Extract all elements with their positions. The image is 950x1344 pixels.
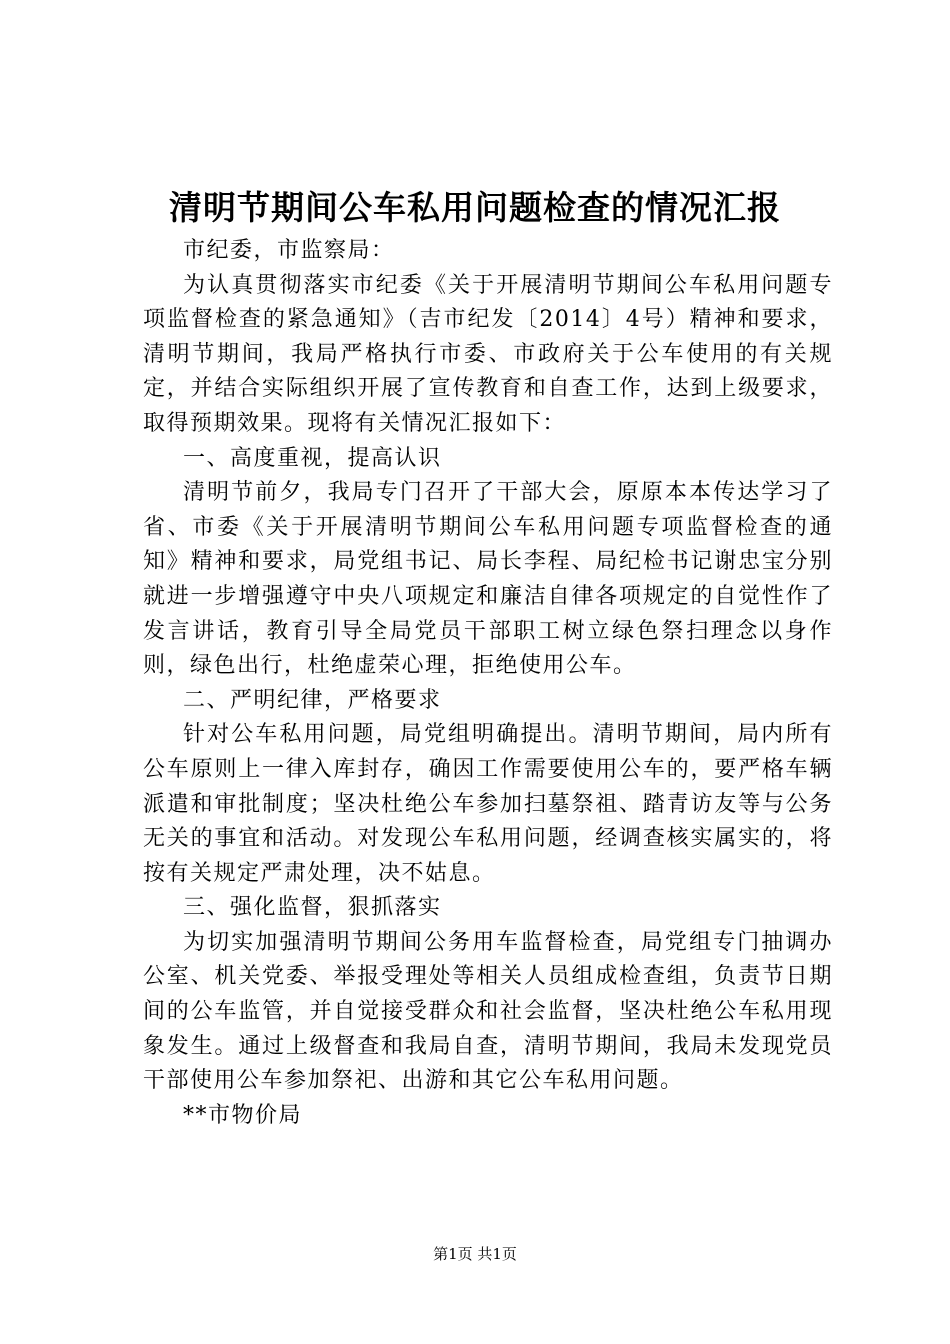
section-paragraph: 清明节前夕，我局专门召开了干部大会，原原本本传达学习了省、市委《关于开展清明节期间公车私用问题专项监督检查的通知》精神和要求，局党组书记、局长李程、局纪检书记谢忠宝分别就进一步增强遵守中央八项规定和廉洁自律各项规定的自觉性作了发言讲话，教育引导全局党员干部职工树立绿色祭扫理念以身作则，绿色出行，杜绝虚荣心理，拒绝使用公车。 <box>143 480 833 679</box>
signature: **市物价局 <box>183 1102 303 1128</box>
salutation: 市纪委，市监察局： <box>183 238 395 263</box>
document-title: 清明节期间公车私用问题检查的情况汇报 <box>169 188 781 227</box>
intro-paragraph: 为认真贯彻落实市纪委《关于开展清明节期间公车私用问题专项监督检查的紧急通知》（吉市纪发〔2014〕4号）精神和要求，清明节期间，我局严格执行市委、市政府关于公车使用的有关规定，并结合实际组织开展了宣传教育和自查工作，达到上级要求，取得预期效果。现将有关情况汇报如下： <box>143 272 833 436</box>
document-body <box>143 234 833 1133</box>
section-heading: 一、高度重视，提高认识 <box>183 445 442 471</box>
page-footer: 第1页 共1页 <box>433 1245 517 1263</box>
section-paragraph: 为切实加强清明节期间公务用车监督检查，局党组专门抽调办公室、机关党委、举报受理处等相关人员组成检查组，负责节日期间的公车监管，并自觉接受群众和社会监督，坚决杜绝公车私用现象发生。通过上级督查和我局自查，清明节期间，我局未发现党员干部使用公车参加祭祀、出游和其它公车私用问题。 <box>143 929 833 1094</box>
section-paragraph: 针对公车私用问题，局党组明确提出。清明节期间，局内所有公车原则上一律入库封存，确因工作需要使用公车的，要严格车辆派遣和审批制度；坚决杜绝公车参加扫墓祭祖、踏青访友等与公务无关的事宜和活动。对发现公车私用问题，经调查核实属实的，将按有关规定严肃处理，决不姑息。 <box>143 722 833 886</box>
section-heading: 三、强化监督，狠抓落实 <box>183 895 442 921</box>
section-heading: 二、严明纪律，严格要求 <box>183 687 442 713</box>
